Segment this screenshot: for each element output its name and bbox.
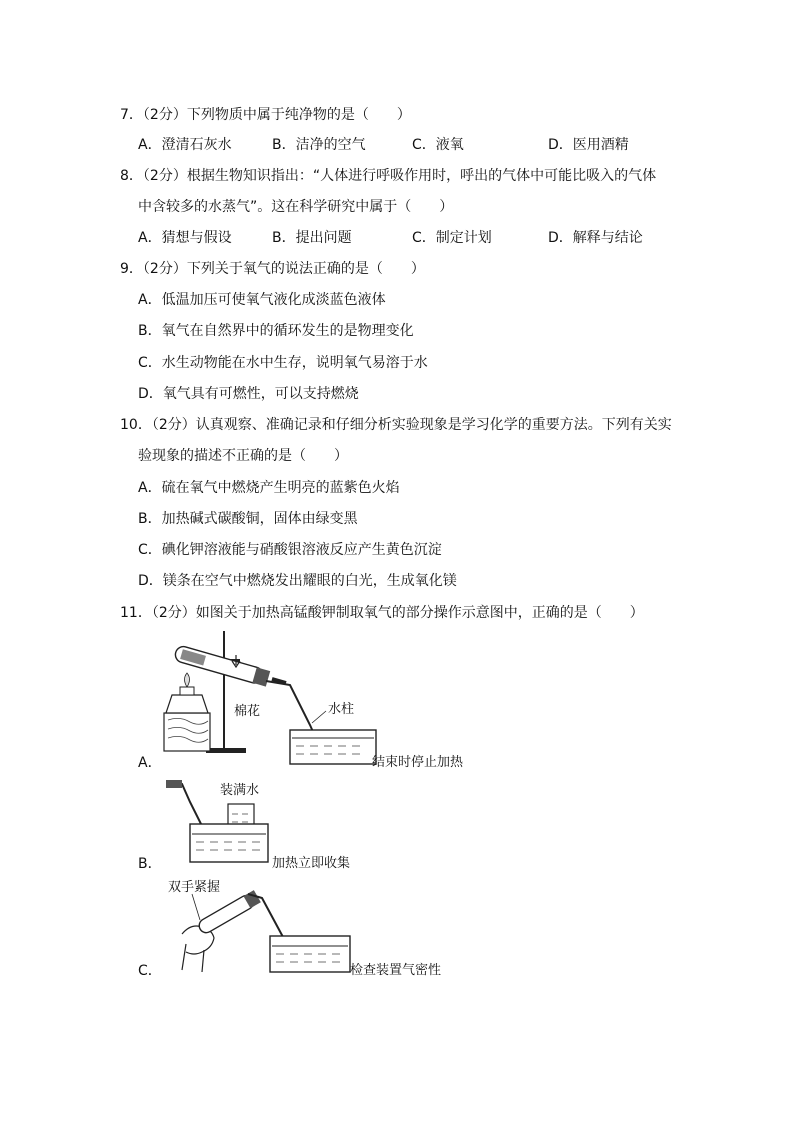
- q7-option-a: A．澄清石灰水: [138, 137, 232, 153]
- q11-stem: 11．（2分）如图关于加热高锰酸钾制取氧气的部分操作示意图中，正确的是（ ）: [120, 605, 644, 621]
- q7-option-b: B．洁净的空气: [272, 137, 366, 153]
- q9-option-a: A．低温加压可使氧气液化成淡蓝色液体: [138, 292, 386, 308]
- q8-option-b: B．提出问题: [272, 230, 352, 246]
- q11-figB-letter: B．: [138, 856, 162, 872]
- q10-option-c: C．碘化钾溶液能与硝酸银溶液反应产生黄色沉淀: [138, 542, 442, 558]
- figA-water-column-label: 水柱: [328, 702, 355, 717]
- figC-caption: 检查装置气密性: [350, 963, 442, 978]
- q10-option-d: D．镁条在空气中燃烧发出耀眼的白光，生成氧化镁: [138, 573, 457, 589]
- q10-stem-line2: 验现象的描述不正确的是（ ）: [138, 448, 348, 464]
- q7-stem: 7．（2分）下列物质中属于纯净物的是（ ）: [120, 107, 411, 123]
- q7-option-c: C．液氧: [412, 137, 464, 153]
- figB-full-water-label: 装满水: [220, 783, 260, 798]
- q11-figA-letter: A．: [138, 755, 162, 771]
- q10-stem-line1: 10．（2分）认真观察、准确记录和仔细分析实验现象是学习化学的重要方法。下列有关实: [120, 417, 672, 433]
- q7-option-d: D．医用酒精: [548, 137, 629, 153]
- q8-option-d: D．解释与结论: [548, 230, 643, 246]
- figB-caption: 加热立即收集: [272, 856, 351, 871]
- q11-figC-letter: C．: [138, 963, 162, 979]
- q9-option-b: B．氧气在自然界中的循环发生的是物理变化: [138, 323, 414, 339]
- q8-option-c: C．制定计划: [412, 230, 492, 246]
- q8-option-a: A．猜想与假设: [138, 230, 232, 246]
- figC-hands-label: 双手紧握: [168, 880, 221, 895]
- figA-apparatus-illustration: [150, 625, 480, 775]
- q9-stem: 9．（2分）下列关于氧气的说法正确的是（ ）: [120, 261, 425, 277]
- q10-option-b: B．加热碱式碳酸铜，固体由绿变黑: [138, 511, 358, 527]
- q9-option-d: D．氧气具有可燃性，可以支持燃烧: [138, 386, 359, 402]
- q9-option-c: C．水生动物能在水中生存，说明氧气易溶于水: [138, 355, 428, 371]
- figA-cotton-label: 棉花: [234, 704, 261, 719]
- q8-stem-line2: 中含较多的水蒸气”。这在科学研究中属于（ ）: [138, 199, 454, 215]
- q10-option-a: A．硫在氧气中燃烧产生明亮的蓝紫色火焰: [138, 480, 400, 496]
- q8-stem-line1: 8．（2分）根据生物知识指出：“人体进行呼吸作用时，呼出的气体中可能比吸入的气体: [120, 168, 657, 184]
- figA-caption: 结束时停止加热: [372, 755, 464, 770]
